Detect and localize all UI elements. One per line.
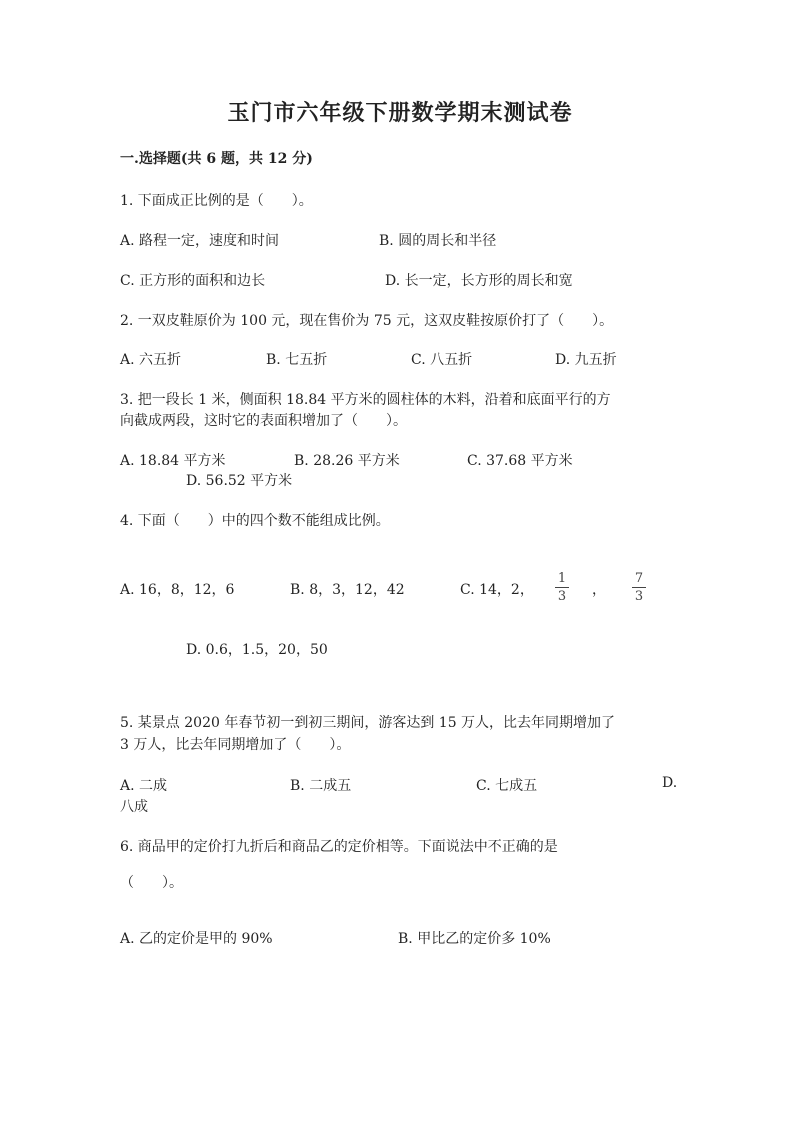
question-3-option-d: D. 56.52 平方米	[186, 473, 293, 489]
fraction-bar	[632, 587, 646, 588]
question-4-option-c: C. 14，2，	[460, 582, 534, 598]
fraction-one-third	[555, 571, 569, 604]
question-5-option-a: A. 二成	[120, 778, 168, 794]
fraction-separator-comma: ，	[592, 582, 606, 598]
question-3-option-a: A. 18.84 平方米	[120, 453, 226, 469]
question-2-text: 2. 一双皮鞋原价为 100 元，现在售价为 75 元，这双皮鞋按原价打了（ ）。	[120, 313, 614, 329]
question-1-option-c: C. 正方形的面积和边长	[120, 273, 266, 289]
question-6-text-line-1: 6. 商品甲的定价打九折后和商品乙的定价相等。下面说法中不正确的是	[120, 839, 558, 855]
question-5-text-line-2: 3 万人，比去年同期增加了（ ）。	[120, 737, 351, 753]
question-2-option-c: C. 八五折	[411, 352, 473, 368]
question-4-text: 4. 下面（ ）中的四个数不能组成比例。	[120, 513, 390, 529]
fraction-bar	[555, 587, 569, 588]
question-5-option-d-text: 八成	[120, 799, 148, 815]
fraction-denominator: 3	[557, 589, 567, 604]
page-title: 玉门市六年级下册数学期末测试卷	[227, 100, 573, 126]
question-3-option-c: C. 37.68 平方米	[467, 453, 573, 469]
question-5-option-c: C. 七成五	[476, 778, 538, 794]
fraction-denominator: 3	[634, 589, 644, 604]
section-heading: 一.选择题(共 6 题，共 12 分)	[120, 151, 313, 167]
fraction-numerator: 7	[634, 571, 644, 586]
question-4-option-b: B. 8，3，12，42	[290, 582, 405, 598]
question-5-text-line-1: 5. 某景点 2020 年春节初一到初三期间，游客达到 15 万人，比去年同期增加了	[120, 715, 616, 731]
question-3-option-b: B. 28.26 平方米	[294, 453, 400, 469]
question-6-text-line-2: （ ）。	[120, 875, 183, 891]
question-2-option-d: D. 九五折	[555, 352, 617, 368]
fraction-seven-thirds	[632, 571, 646, 604]
question-2-option-a: A. 六五折	[120, 352, 182, 368]
fraction-numerator: 1	[557, 571, 567, 586]
question-4-option-a: A. 16，8，12，6	[120, 582, 235, 598]
question-1-option-b: B. 圆的周长和半径	[379, 233, 497, 249]
question-1-option-d: D. 长一定，长方形的周长和宽	[385, 273, 573, 289]
question-3-text-line-1: 3. 把一段长 1 米，侧面积 18.84 平方米的圆柱体的木料，沿着和底面平行的方	[120, 392, 611, 408]
question-4-option-d: D. 0.6，1.5，20，50	[186, 642, 328, 658]
question-5-option-d-label: D.	[662, 775, 678, 791]
question-2-option-b: B. 七五折	[266, 352, 328, 368]
question-5-option-b: B. 二成五	[290, 778, 352, 794]
question-1-option-a: A. 路程一定，速度和时间	[120, 233, 280, 249]
question-1-text: 1. 下面成正比例的是（ ）。	[120, 193, 313, 209]
question-3-text-line-2: 向截成两段，这时它的表面积增加了（ ）。	[120, 413, 407, 429]
question-6-option-a: A. 乙的定价是甲的 90%	[120, 931, 273, 947]
question-6-option-b: B. 甲比乙的定价多 10%	[398, 931, 551, 947]
